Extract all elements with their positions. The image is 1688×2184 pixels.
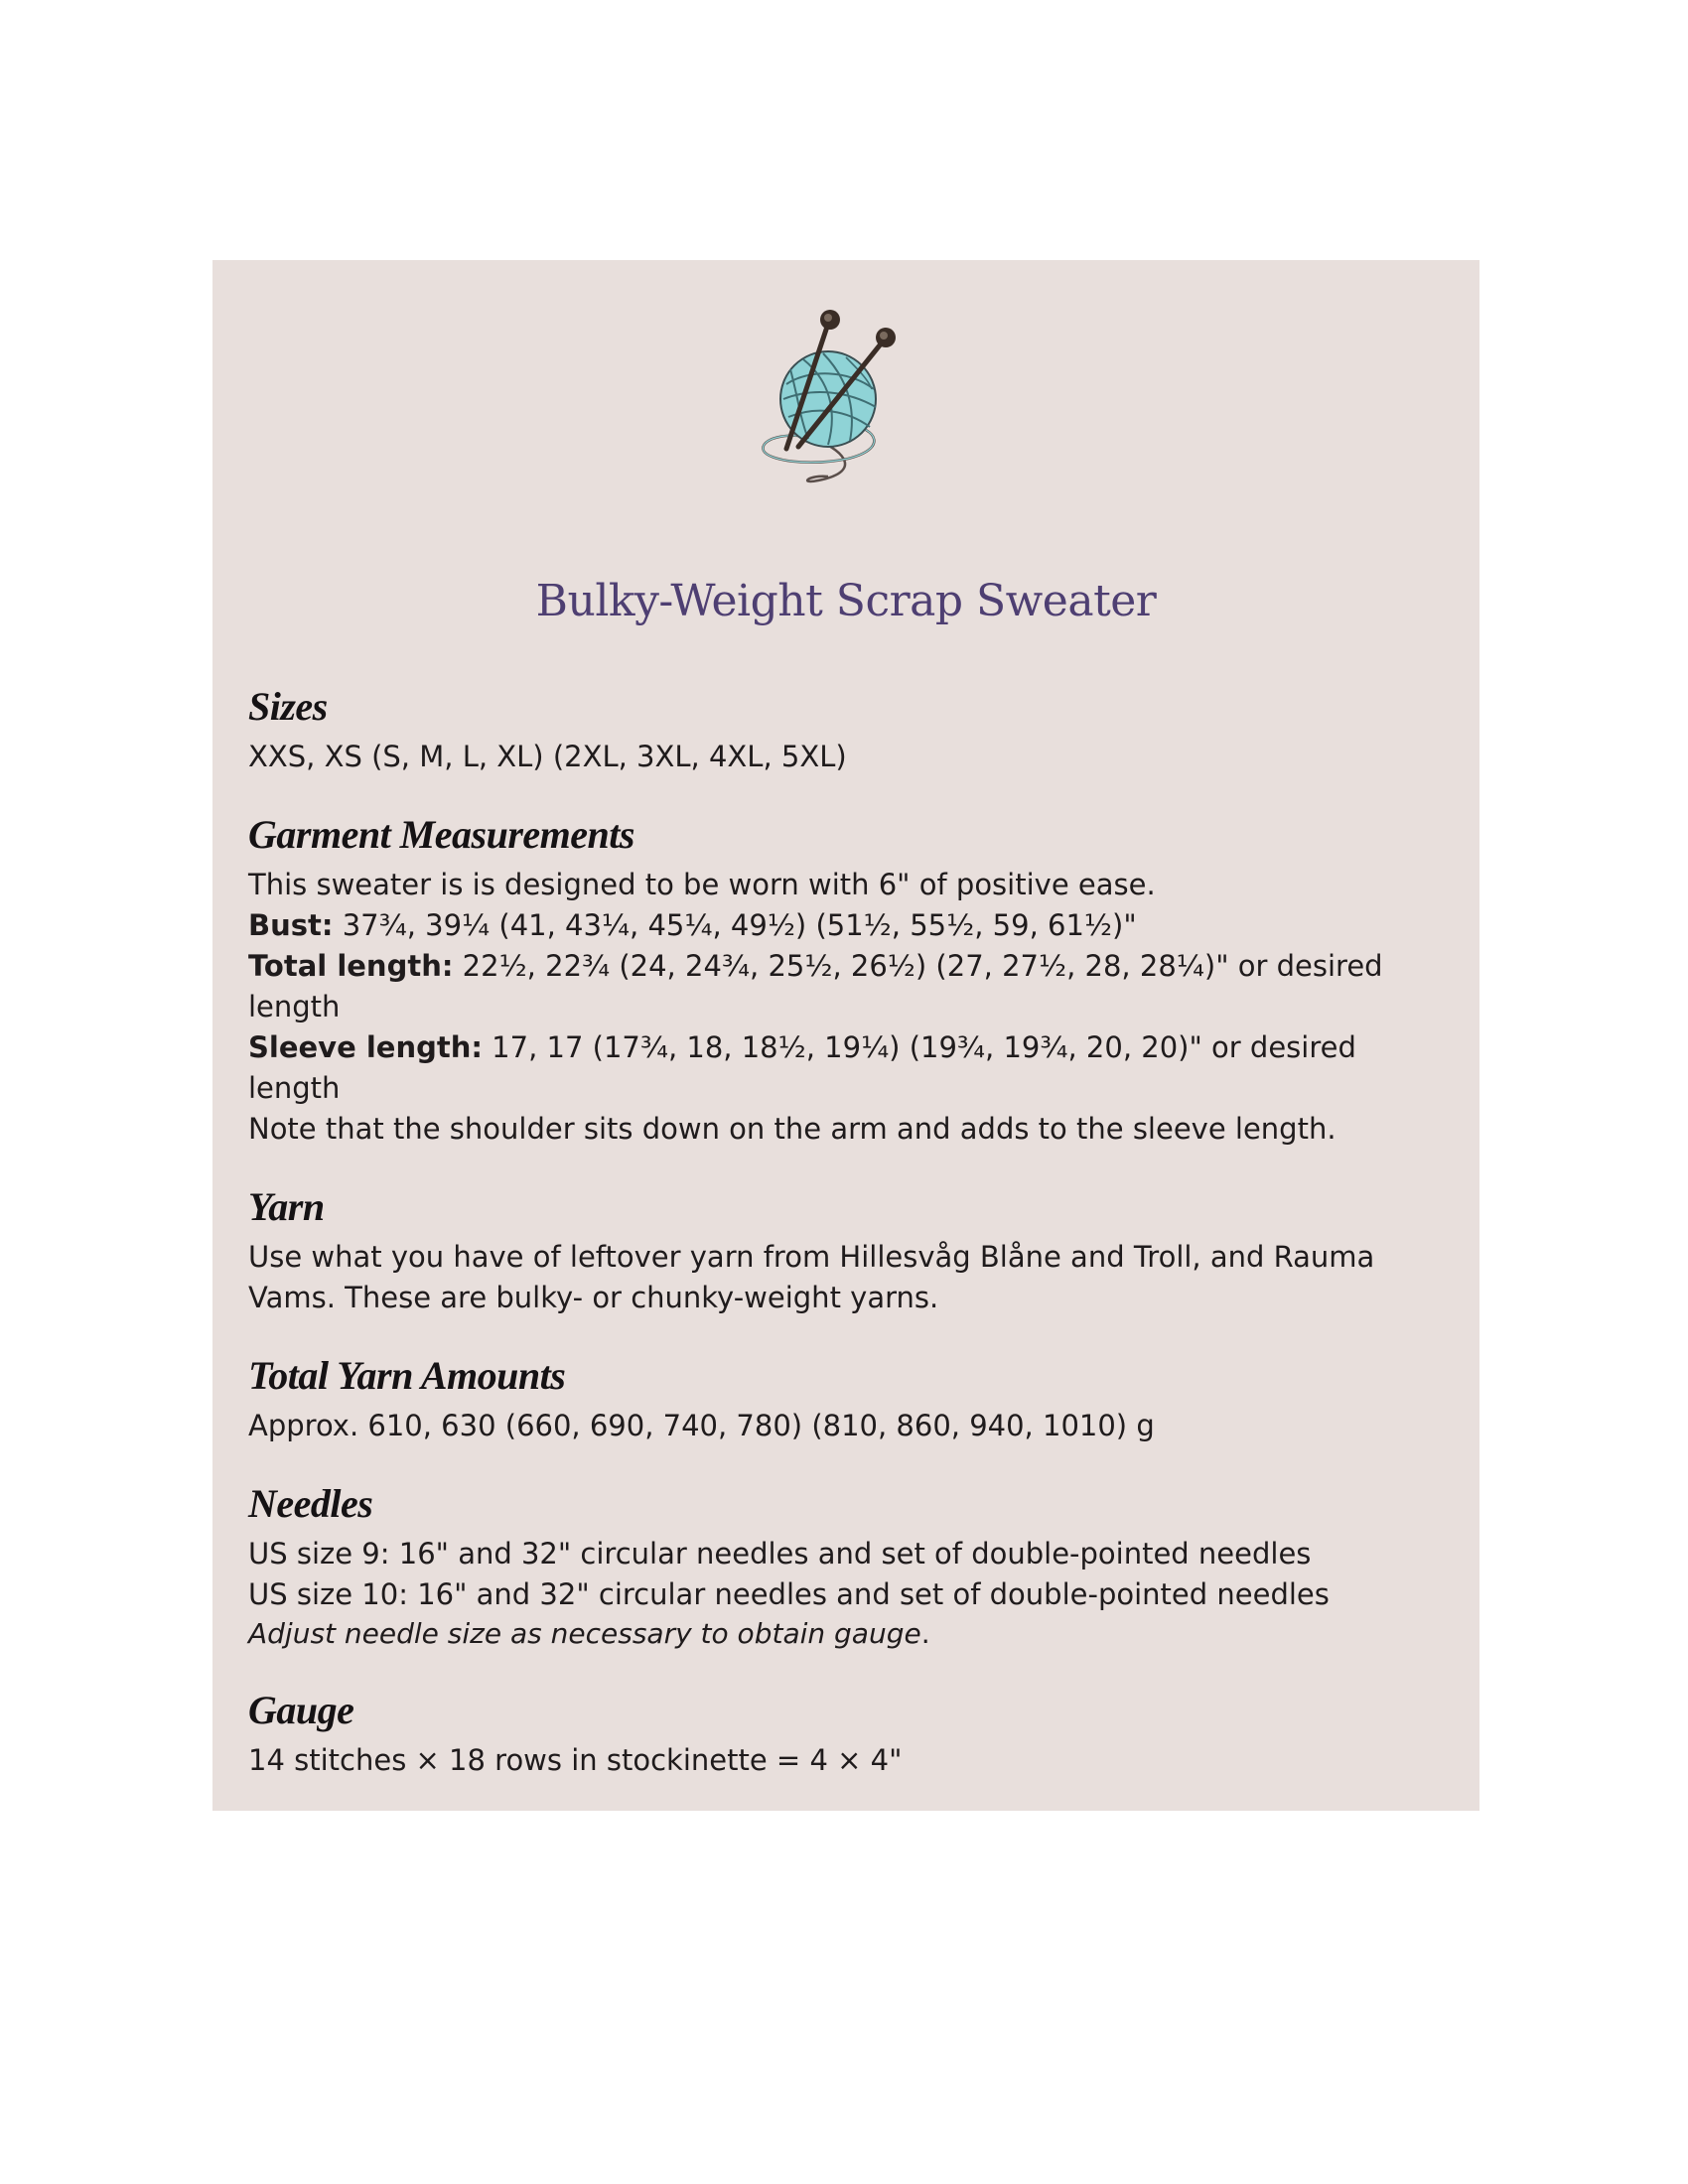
sleeve-length-label: Sleeve length: [248,1030,483,1064]
pattern-info-panel [212,260,1479,1811]
gauge-text: 14 stitches × 18 rows in stockinette = 4 × 4" [248,1743,903,1777]
gauge-heading: Gauge [248,1688,354,1732]
total-yarn-amounts-heading: Total Yarn Amounts [248,1353,566,1398]
pattern-content [248,683,1444,1815]
needles-size-9: US size 9: 16" and 32" circular needles and set of double-pointed needles [248,1537,1312,1570]
total-length-value: 22½, 22¾ (24, 24¾, 25½, 26½) (27, 27½, 28, 28¼)" or desired length [248,949,1383,1024]
gauge-section [248,1687,1444,1781]
sizes-text: XXS, XS (S, M, L, XL) (2XL, 3XL, 4XL, 5XL) [248,740,847,773]
needle-size-note [248,1615,1444,1653]
needle-size-note-text: Adjust needle size as necessary to obtain gauge [248,1617,921,1650]
sizes-section [248,683,1444,777]
yarn-text-line-2: Vams. These are bulky- or chunky-weight yarns. [248,1281,939,1314]
total-length-label: Total length: [248,949,454,983]
shoulder-note: Note that the shoulder sits down on the arm and adds to the sleeve length. [248,1112,1336,1146]
sleeve-length-measurement [248,1027,1444,1109]
yarn-ball-with-knitting-needles-icon [729,300,927,498]
yarn-heading: Yarn [248,1184,325,1229]
sleeve-length-value: 17, 17 (17¾, 18, 18½, 19¼) (19¾, 19¾, 20, 20)" or desired length [248,1030,1356,1105]
yarn-text-line-1: Use what you have of leftover yarn from Hillesvåg Blåne and Troll, and Rauma [248,1240,1375,1274]
needles-heading: Needles [248,1481,373,1526]
total-length-measurement [248,946,1444,1027]
bust-value: 37¾, 39¼ (41, 43¼, 45¼, 49½) (51½, 55½, 59, 61½)" [333,908,1137,942]
needles-size-10: US size 10: 16" and 32" circular needles and set of double-pointed needles [248,1577,1330,1611]
sizes-heading: Sizes [248,684,328,729]
garment-measurements-section [248,811,1444,1150]
pattern-title: Bulky-Weight Scrap Sweater [535,576,1157,626]
total-yarn-amounts-section [248,1352,1444,1446]
ease-note: This sweater is is designed to be worn with 6" of positive ease. [248,868,1156,901]
bust-measurement [248,905,1444,946]
garment-measurements-heading: Garment Measurements [248,812,634,857]
yarn-section [248,1183,1444,1318]
bust-label: Bust: [248,908,334,942]
total-yarn-amounts-text: Approx. 610, 630 (660, 690, 740, 780) (810, 860, 940, 1010) g [248,1409,1155,1442]
needle-size-note-period: . [920,1617,930,1650]
needles-section [248,1480,1444,1653]
